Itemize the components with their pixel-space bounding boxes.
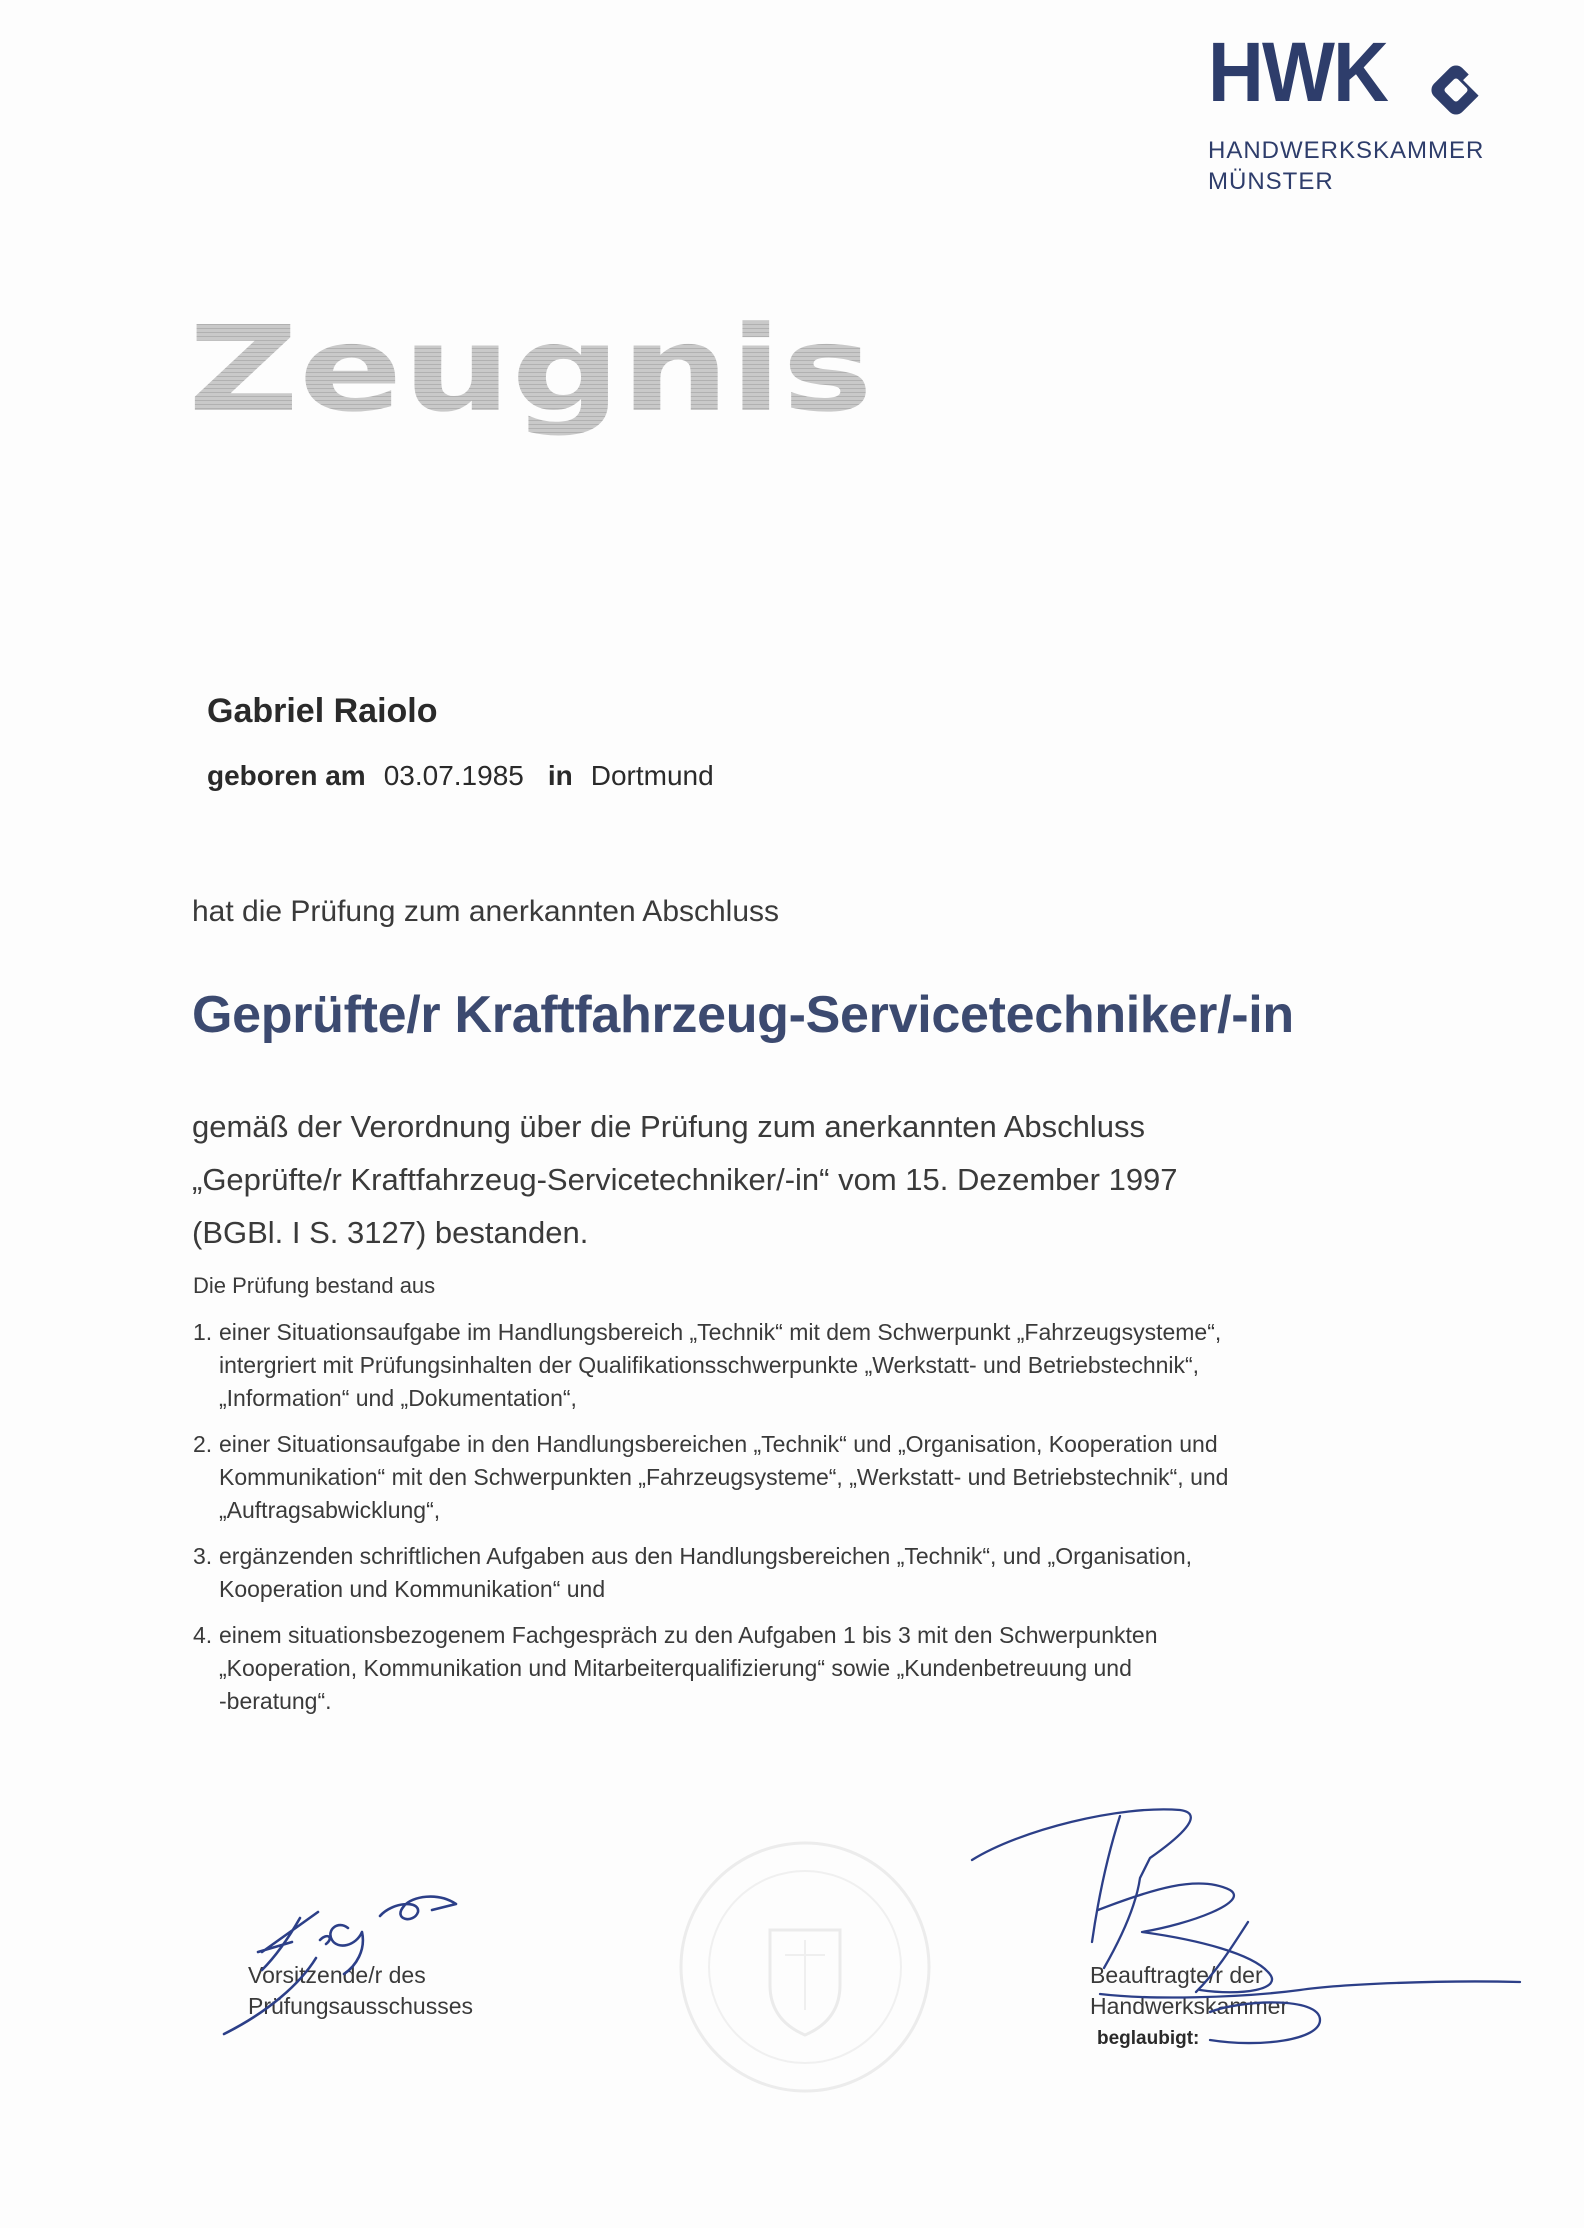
born-label: geboren am [207,760,366,791]
chamber-label-line-2: Handwerkskammer [1090,1993,1289,2019]
intro-text: hat die Prüfung zum anerkannten Abschluss [192,895,780,928]
exam-item-line: „Information“ und „Dokumentation“, [219,1385,577,1411]
hwk-emblem-icon [1426,60,1486,120]
exam-item-line: einer Situationsaufgabe im Handlungsbereich „Technik“ mit dem Schwerpunkt „Fahrzeugsysteme“, [219,1319,1222,1345]
chair-signature-label [248,1960,473,2022]
regulation-line: „Geprüfte/r Kraftfahrzeug-Servicetechniker/-in“ vom 15. Dezember 1997 [192,1162,1178,1197]
document-title [188,300,888,450]
exam-item-line: intergriert mit Prüfungsinhalten der Qualifikationsschwerpunkte „Werkstatt- und Betriebstechnik“, [219,1352,1200,1378]
exam-item-number: 1. [193,1319,213,1345]
exam-item-line: „Kooperation, Kommunikation und Mitarbeiterqualifizierung“ sowie „Kundenbetreuung und [219,1655,1132,1681]
regulation-line: gemäß der Verordnung über die Prüfung zum anerkannten Abschluss [192,1109,1145,1144]
exam-item [193,1540,1228,1606]
exam-consists-label: Die Prüfung bestand aus [193,1273,436,1298]
exam-item-line: Kooperation und Kommunikation“ und [219,1576,606,1602]
holder-name: Gabriel Raiolo [207,692,438,730]
exam-item-line: einer Situationsaufgabe in den Handlungsbereichen „Technik“ und „Organisation, Kooperation und [219,1431,1218,1457]
logo-wordmark: HWK [1208,25,1388,119]
logo-line-1: HANDWERKSKAMMER [1208,137,1485,164]
exam-item-line: ergänzenden schriftlichen Aufgaben aus den Handlungsbereichen „Technik“, und „Organisation, [219,1543,1193,1569]
logo-subtitle [1208,135,1484,197]
exam-item-line: -beratung“. [219,1688,332,1714]
exam-items-list [193,1316,1228,1731]
embossed-seal-icon [670,1835,940,2100]
chair-label-line-1: Vorsitzende/r des [248,1962,426,1988]
exam-item-number: 2. [193,1431,213,1457]
exam-item [193,1619,1228,1718]
exam-item [193,1316,1228,1415]
born-place: Dortmund [590,760,714,791]
hwk-logo [1200,25,1500,210]
degree-title: Geprüfte/r Kraftfahrzeug-Servicetechniker/-in [192,986,1294,1044]
regulation-line: (BGBl. I S. 3127) bestanden. [192,1215,589,1250]
exam-item-number: 4. [193,1622,213,1648]
title-text: Zeugnis [188,300,873,438]
exam-item-line: einem situationsbezogenem Fachgespräch zu den Aufgaben 1 bis 3 mit den Schwerpunkten [219,1622,1158,1648]
exam-item-line: „Auftragsabwicklung“, [219,1497,441,1523]
certified-label: beglaubigt: [1097,2028,1200,2049]
regulation-text [192,1100,1178,1259]
exam-item-line: Kommunikation“ mit den Schwerpunkten „Fahrzeugsysteme“, „Werkstatt- und Betriebstechnik“, und [219,1464,1229,1490]
exam-item-number: 3. [193,1543,213,1569]
chamber-signature-label [1090,1960,1288,2022]
chair-label-line-2: Prüfungsausschusses [248,1993,474,2019]
in-label: in [547,760,573,791]
born-date: 03.07.1985 [383,760,524,791]
logo-line-2: MÜNSTER [1208,168,1334,195]
chamber-label-line-1: Beauftragte/r der [1090,1962,1263,1988]
birth-line [207,760,714,792]
exam-item [193,1428,1228,1527]
